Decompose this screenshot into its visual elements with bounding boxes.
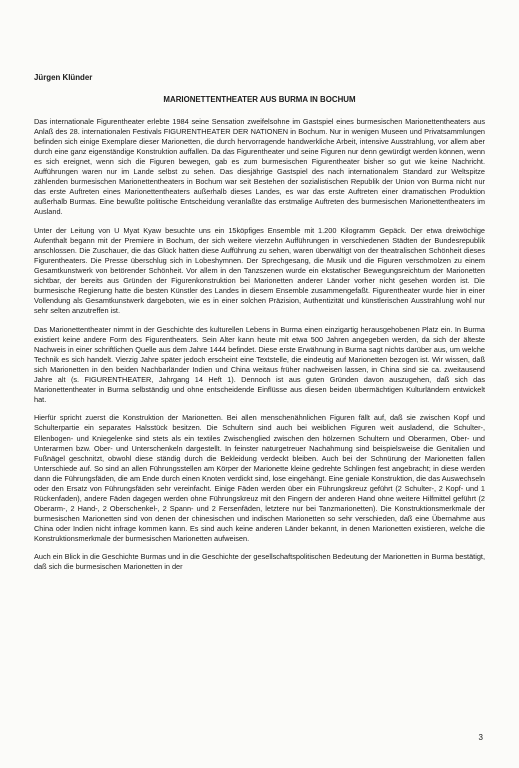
paragraph-3: Das Marionettentheater nimmt in der Geschichte des kulturellen Lebens in Burma einen einzigartig herausgehobenen Platz ein. In Burma existiert keine andere Form des Figurentheaters. Sein Alter kann heute mit etwa 500 Jahren angegeben werden, da sich der älteste Nachweis in einer schriftlichen Quelle aus dem Jahre 1444 befindet. Diese erste Erwähnung in Burma sagt nichts darüber aus, um welche Technik es sich handelt. Vierzig Jahre später jedoch erscheint eine Textstelle, die eindeutig auf Marionetten bezogen ist. Wir wissen, daß sich Marionetten in den beiden Nachbarländer Indien und China weitaus früher nachweisen lassen, in China sind sie ca. zweitausend Jahre alt (s. FIGURENTHEATER, Jahrgang 14 Heft 1). Dennoch ist aus guten Gründen davon auszugehen, daß sich das Marionettentheater in Burma selbständig und ohne entscheidende Einflüsse aus diesen beiden übermächtigen Kulturländern entwickelt hat. bbox=[34, 324, 485, 404]
paragraph-2: Unter der Leitung von U Myat Kyaw besuchte uns ein 15köpfiges Ensemble mit 1.200 Kilogramm Gepäck. Der etwa dreiwöchige Aufenthalt begann mit der Premiere in Bochum, der sich weitere vierzehn Aufführungen in verschiedenen Städten der Bundesrepublik anschlossen. Die Zuschauer, die das Glück hatten diese Aufführung zu sehen, waren überwältigt von der theatralischen Schönheit dieses Figurentheaters. Die Presse überschlug sich in Lobeshymnen. Der Sprechgesang, die Musik und die Figuren verschmolzen zu einem Gesamtkunstwerk von betörender Schönheit. Vor allem in den Tanzszenen wurde ein ekstatischer Bewegungsreichtum der Marionetten sichtbar, der bereits aus Gründen der Figurenkonstruktion bei Marionetten anderer Länder vorher nicht gesehen worden ist. Die burmesische Regierung hatte die besten Künstler des Landes in diesem Ensemble zusammengefaßt. Figurentheater wurde hier in einer Vollendung als Gesamtkunstwerk dargeboten, wie es in einer solchen Präzision, Authentizität und künstlerischen Ausstrahlung wohl nur sehr selten anzutreffen ist. bbox=[34, 225, 485, 316]
paragraph-4: Hierfür spricht zuerst die Konstruktion der Marionetten. Bei allen menschenähnlichen Figuren fällt auf, daß sie zwischen Kopf und Schulterpartie ein separates Halsstück besitzen. Die Schultern sind auch bei weiblichen Figuren weit ausladend, die Schulter-, Ellenbogen- und Kniegelenke sind stets als ein textiles Zwischenglied zwischen den hölzernen Schultern und Oberarmen, Ober- und Unterarmen bzw. Ober- und Unterschenkeln dargestellt. In feinster naturgetreuer Nachahmung sind beispielsweise die Genitalien und Fußnägel geschnitzt, obwohl diese ständig durch die Bekleidung verdeckt bleiben. Auch bei der Schnürung der Marionetten fallen Unterschiede auf. So sind an allen Führungsstellen am Körper der Marionette kleine gedrehte Schlingen fest angebracht; in diese werden dann die Führungsfäden, die am Ende durch einen Knoten verdickt sind, lose eingehängt. Eine geniale Konstruktion, die das Auswechseln oder den Ersatz von Führungsfäden sehr vereinfacht. Einige Fäden werden über ein Führungskreuz geführt (2 Schulter-, 2 Kopf- und 1 Rückenfaden), andere Fäden dagegen werden ohne Führungskreuz mit den Fingern der anderen Hand ohne weitere Hilfmittel geführt (2 Oberarm-, 2 Hand-, 2 Oberschenkel-, 2 Spann- und 2 Fersenfäden, letztere nur bei Tanzmarionetten). Die Konstruktionsmerkmale der burmesischen Marionetten sind von denen der chinesischen und indischen Marionetten so sehr verschieden, daß eine Übernahme aus China oder Indien nicht infrage kommen kann. Es sind auch keine anderen Länder bekannt, in denen Marionetten existieren, welche die Konstruktionsmerkmale der burmesischen Marionetten aufweisen. bbox=[34, 413, 485, 543]
author-name: Jürgen Klünder bbox=[34, 73, 93, 82]
article-body bbox=[34, 117, 485, 581]
page-number: 3 bbox=[478, 733, 483, 742]
article-title: MARIONETTENTHEATER AUS BURMA IN BOCHUM bbox=[163, 95, 356, 104]
paragraph-1: Das internationale Figurentheater erlebte 1984 seine Sensation zweifelsohne im Gastspiel eines burmesischen Marionettentheaters aus Anlaß des 28. internationalen Festivals FIGURENTHEATER DER NATIONEN in Bochum. Nur in wenigen Museen und Privatsammlungen befinden sich einige Exemplare dieser Marionetten, die durch hervorragende handwerkliche Arbeit, intensive Ausstrahlung, vor allem aber durch eine ganz eigenständige Konstruktion auffallen. Da das Figurentheater und seine Figuren nur denn gewürdigt werden können, wenn es sich ereignet, wenn sich die Figuren bewegen, gab es zum burmesischen Figurentheater bisher so gut wie keine Nachricht. Aufführungen waren nur im Lande selbst zu sehen. Das diesjährige Gastspiel des nach internationalem Standard zur Weltspitze zählenden burmesischen Marionettentheaters in Bochum war seit Bestehen der sozialistischen Republik der Union von Burma nicht nur das erste Auftreten eines Marionettentheaters außerhalb dieses Landes, es war das erste Auftreten einer dramatischen Produktion außerhalb Burmas. Eine bewußte politische Entscheidung veranlaßte das erstmalige Auftreten des burmesischen Marionettentheaters im Ausland. bbox=[34, 117, 485, 217]
paragraph-5: Auch ein Blick in die Geschichte Burmas und in die Geschichte der gesellschaftspolitischen Bedeutung der Marionetten in Burma bestätigt, daß sich die burmesischen Marionetten in der bbox=[34, 552, 485, 572]
